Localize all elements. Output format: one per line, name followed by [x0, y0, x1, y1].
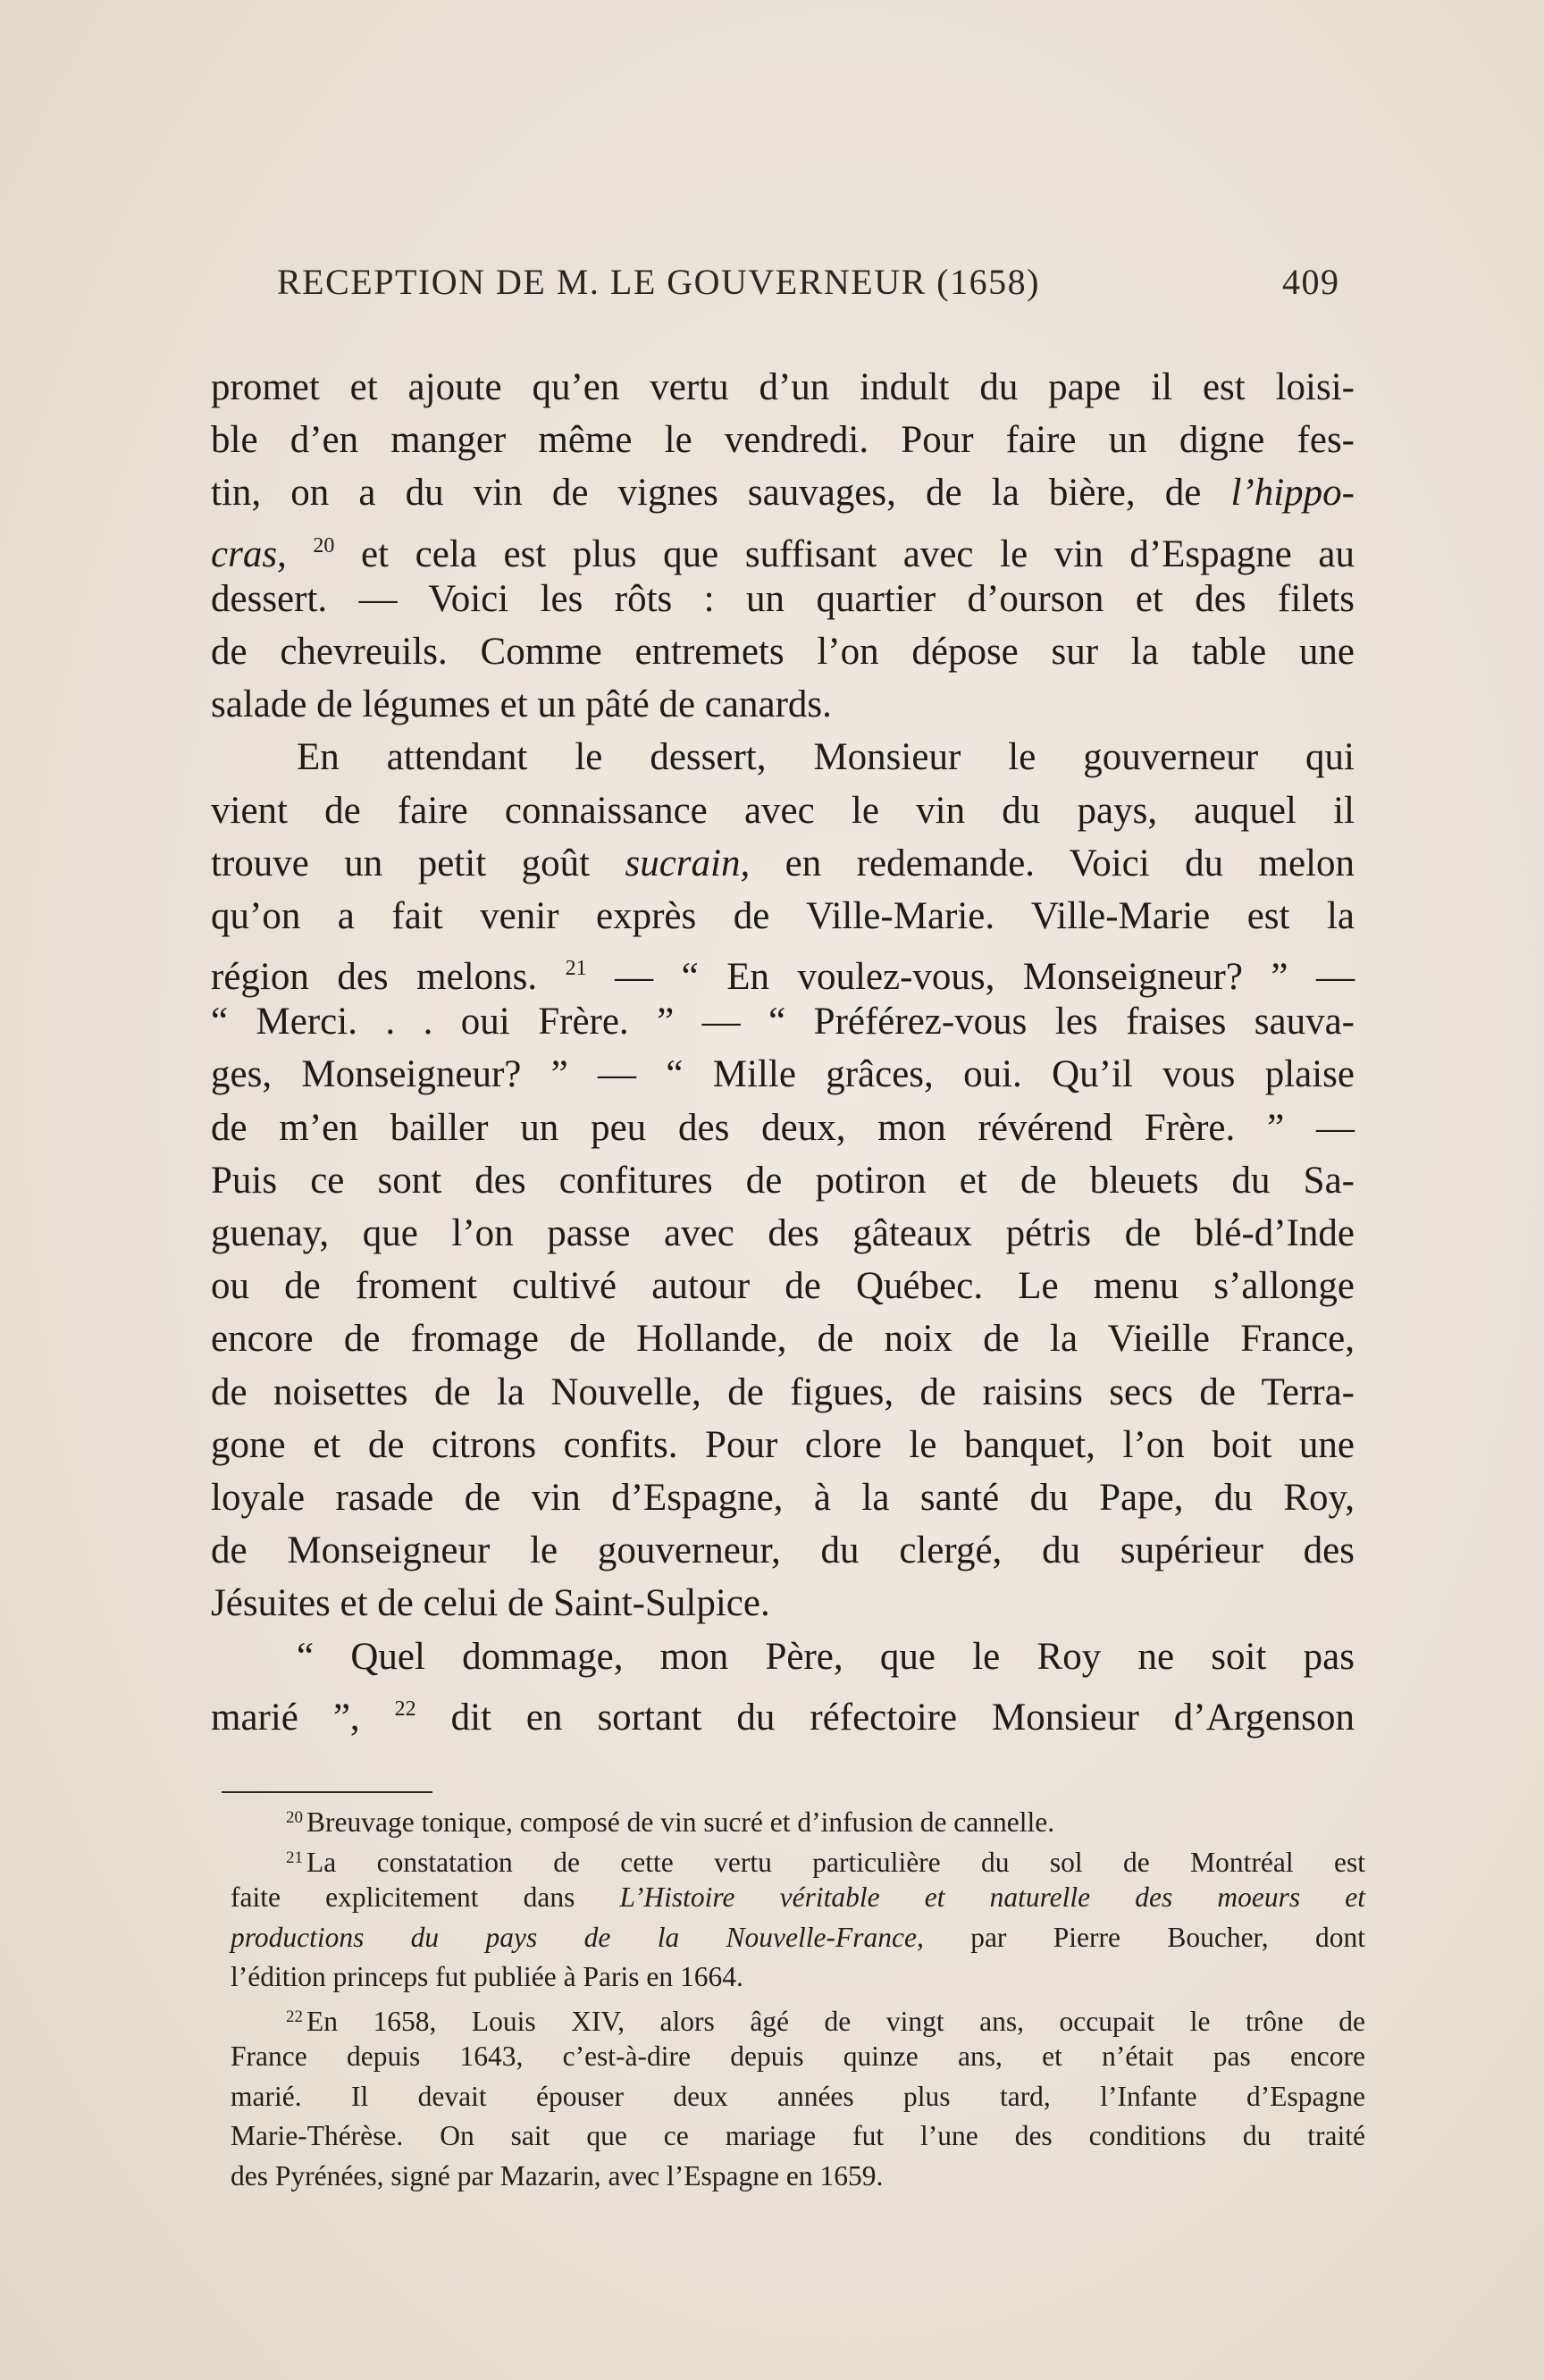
text-line: de chevreuils. Comme entremets l’on dépose sur la table une: [211, 630, 1355, 673]
text-line: de m’en bailler un peu des deux, mon révérend Frère. ” —: [211, 1106, 1355, 1149]
footnote-line: [231, 1918, 1365, 1958]
text-line: ges, Monseigneur? ” — “ Mille grâces, oui. Qu’il vous plaise: [211, 1053, 1355, 1096]
footnote-text: faite explicitement dans: [231, 1881, 575, 1913]
footnote-ref: 22: [394, 1697, 416, 1721]
footnote-line: l’édition princeps fut publiée à Paris en 1664.: [231, 1961, 743, 1992]
text-line: promet et ajoute qu’en vertu d’un indult du pape il est loisi-: [211, 366, 1355, 408]
text-line: guenay, que l’on passe avec des gâteaux pétris de blé-d’Inde: [211, 1212, 1355, 1254]
text-line: ou de froment cultivé autour de Québec. Le menu s’allonge: [211, 1265, 1355, 1308]
footnotes: [231, 1798, 1365, 2196]
italic-title: productions du pays de la Nouvelle-France,: [231, 1921, 924, 1953]
footnote-ref: 20: [313, 533, 335, 557]
footnote-line: marié. Il devait épouser deux années plus tard, l’Infante d’Espagne: [231, 2080, 1365, 2112]
footnote-21: [231, 1839, 1365, 1879]
footnote-20: [231, 1798, 1365, 1839]
text-line: Puis ce sont des confitures de potiron et de bleuets du Sa-: [211, 1159, 1355, 1202]
text-line: [211, 1683, 1355, 1739]
text-line: En attendant le dessert, Monsieur le gouverneur qui: [297, 736, 1355, 779]
text-span: — “ En voulez-vous, Monseigneur? ” —: [615, 956, 1355, 999]
footnote-number: 20: [286, 1808, 303, 1827]
footnote-ref: 21: [565, 957, 587, 981]
text-line: de Monseigneur le gouverneur, du clergé, du supérieur des: [211, 1529, 1355, 1572]
footnote-text: Breuvage tonique, composé de vin sucré et d’infusion de cannelle.: [306, 1806, 1055, 1838]
text-line: “ Merci. . . oui Frère. ” — “ Préférez-vous les fraises sauva-: [211, 1001, 1355, 1043]
text-span: en redemande. Voici du melon: [785, 842, 1355, 884]
text-line: dessert. — Voici les rôts : un quartier d’ourson et des filets: [211, 577, 1355, 620]
text-line: encore de fromage de Hollande, de noix de la Vieille France,: [211, 1318, 1355, 1361]
text-line: qu’on a fait venir exprès de Ville-Marie. Ville-Marie est la: [211, 894, 1355, 937]
text-line: Jésuites et de celui de Saint-Sulpice.: [211, 1582, 770, 1625]
footnote-number: 22: [286, 2007, 303, 2026]
footnote-22: [231, 1998, 1365, 2038]
footnote-text: par Pierre Boucher, dont: [970, 1921, 1366, 1953]
text-line: loyale rasade de vin d’Espagne, à la santé du Pape, du Roy,: [211, 1476, 1355, 1519]
italic-term: cras,: [211, 532, 287, 575]
footnote-separator: [222, 1791, 432, 1793]
text-line: salade de légumes et un pâté de canards.: [211, 683, 832, 726]
footnote-text: La constatation de cette vertu particulière du sol de Montréal est: [306, 1846, 1365, 1878]
text-line: de noisettes de la Nouvelle, de figues, de raisins secs de Terra-: [211, 1370, 1355, 1413]
footnote-line: [231, 1878, 1365, 1918]
text-line: ble d’en manger même le vendredi. Pour faire un digne fes-: [211, 419, 1355, 462]
text-line: [211, 466, 1355, 519]
text-span: trouve un petit goût: [211, 842, 591, 884]
text-line: [211, 520, 1355, 573]
text-line: [211, 837, 1355, 890]
running-title: RECEPTION DE M. LE GOUVERNEUR (1658): [277, 262, 1040, 302]
footnote-text: En 1658, Louis XIV, alors âgé de vingt ans, occupait le trône de: [306, 2005, 1365, 2037]
text-span: région des melons.: [211, 956, 538, 999]
footnote-number: 21: [286, 1848, 303, 1867]
italic-term: sucrain,: [625, 842, 751, 884]
footnote-line: France depuis 1643, c’est-à-dire depuis quinze ans, et n’était pas encore: [231, 2041, 1365, 2072]
text-line: [211, 943, 1355, 999]
text-line: “ Quel dommage, mon Père, que le Roy ne soit pas: [297, 1635, 1355, 1678]
footnote-line: des Pyrénées, signé par Mazarin, avec l’Espagne en 1659.: [231, 2159, 884, 2191]
italic-term: l’hippo-: [1230, 472, 1355, 515]
text-span: et cela est plus que suffisant avec le vin d’Espagne au: [361, 532, 1355, 575]
body-text: [211, 361, 1355, 1739]
italic-title: L’Histoire véritable et naturelle des moeurs et: [619, 1881, 1365, 1913]
text-line: gone et de citrons confits. Pour clore le banquet, l’on boit une: [211, 1423, 1355, 1466]
footnote-line: Marie-Thérèse. On sait que ce mariage fut l’une des conditions du traité: [231, 2120, 1365, 2151]
page-number: 409: [1282, 262, 1340, 302]
text-span: tin, on a du vin de vignes sauvages, de la bière, de: [211, 472, 1202, 515]
text-span: marié ”,: [211, 1696, 360, 1739]
text-span: dit en sortant du réfectoire Monsieur d’Argenson: [450, 1696, 1355, 1739]
text-line: vient de faire connaissance avec le vin du pays, auquel il: [211, 789, 1355, 832]
